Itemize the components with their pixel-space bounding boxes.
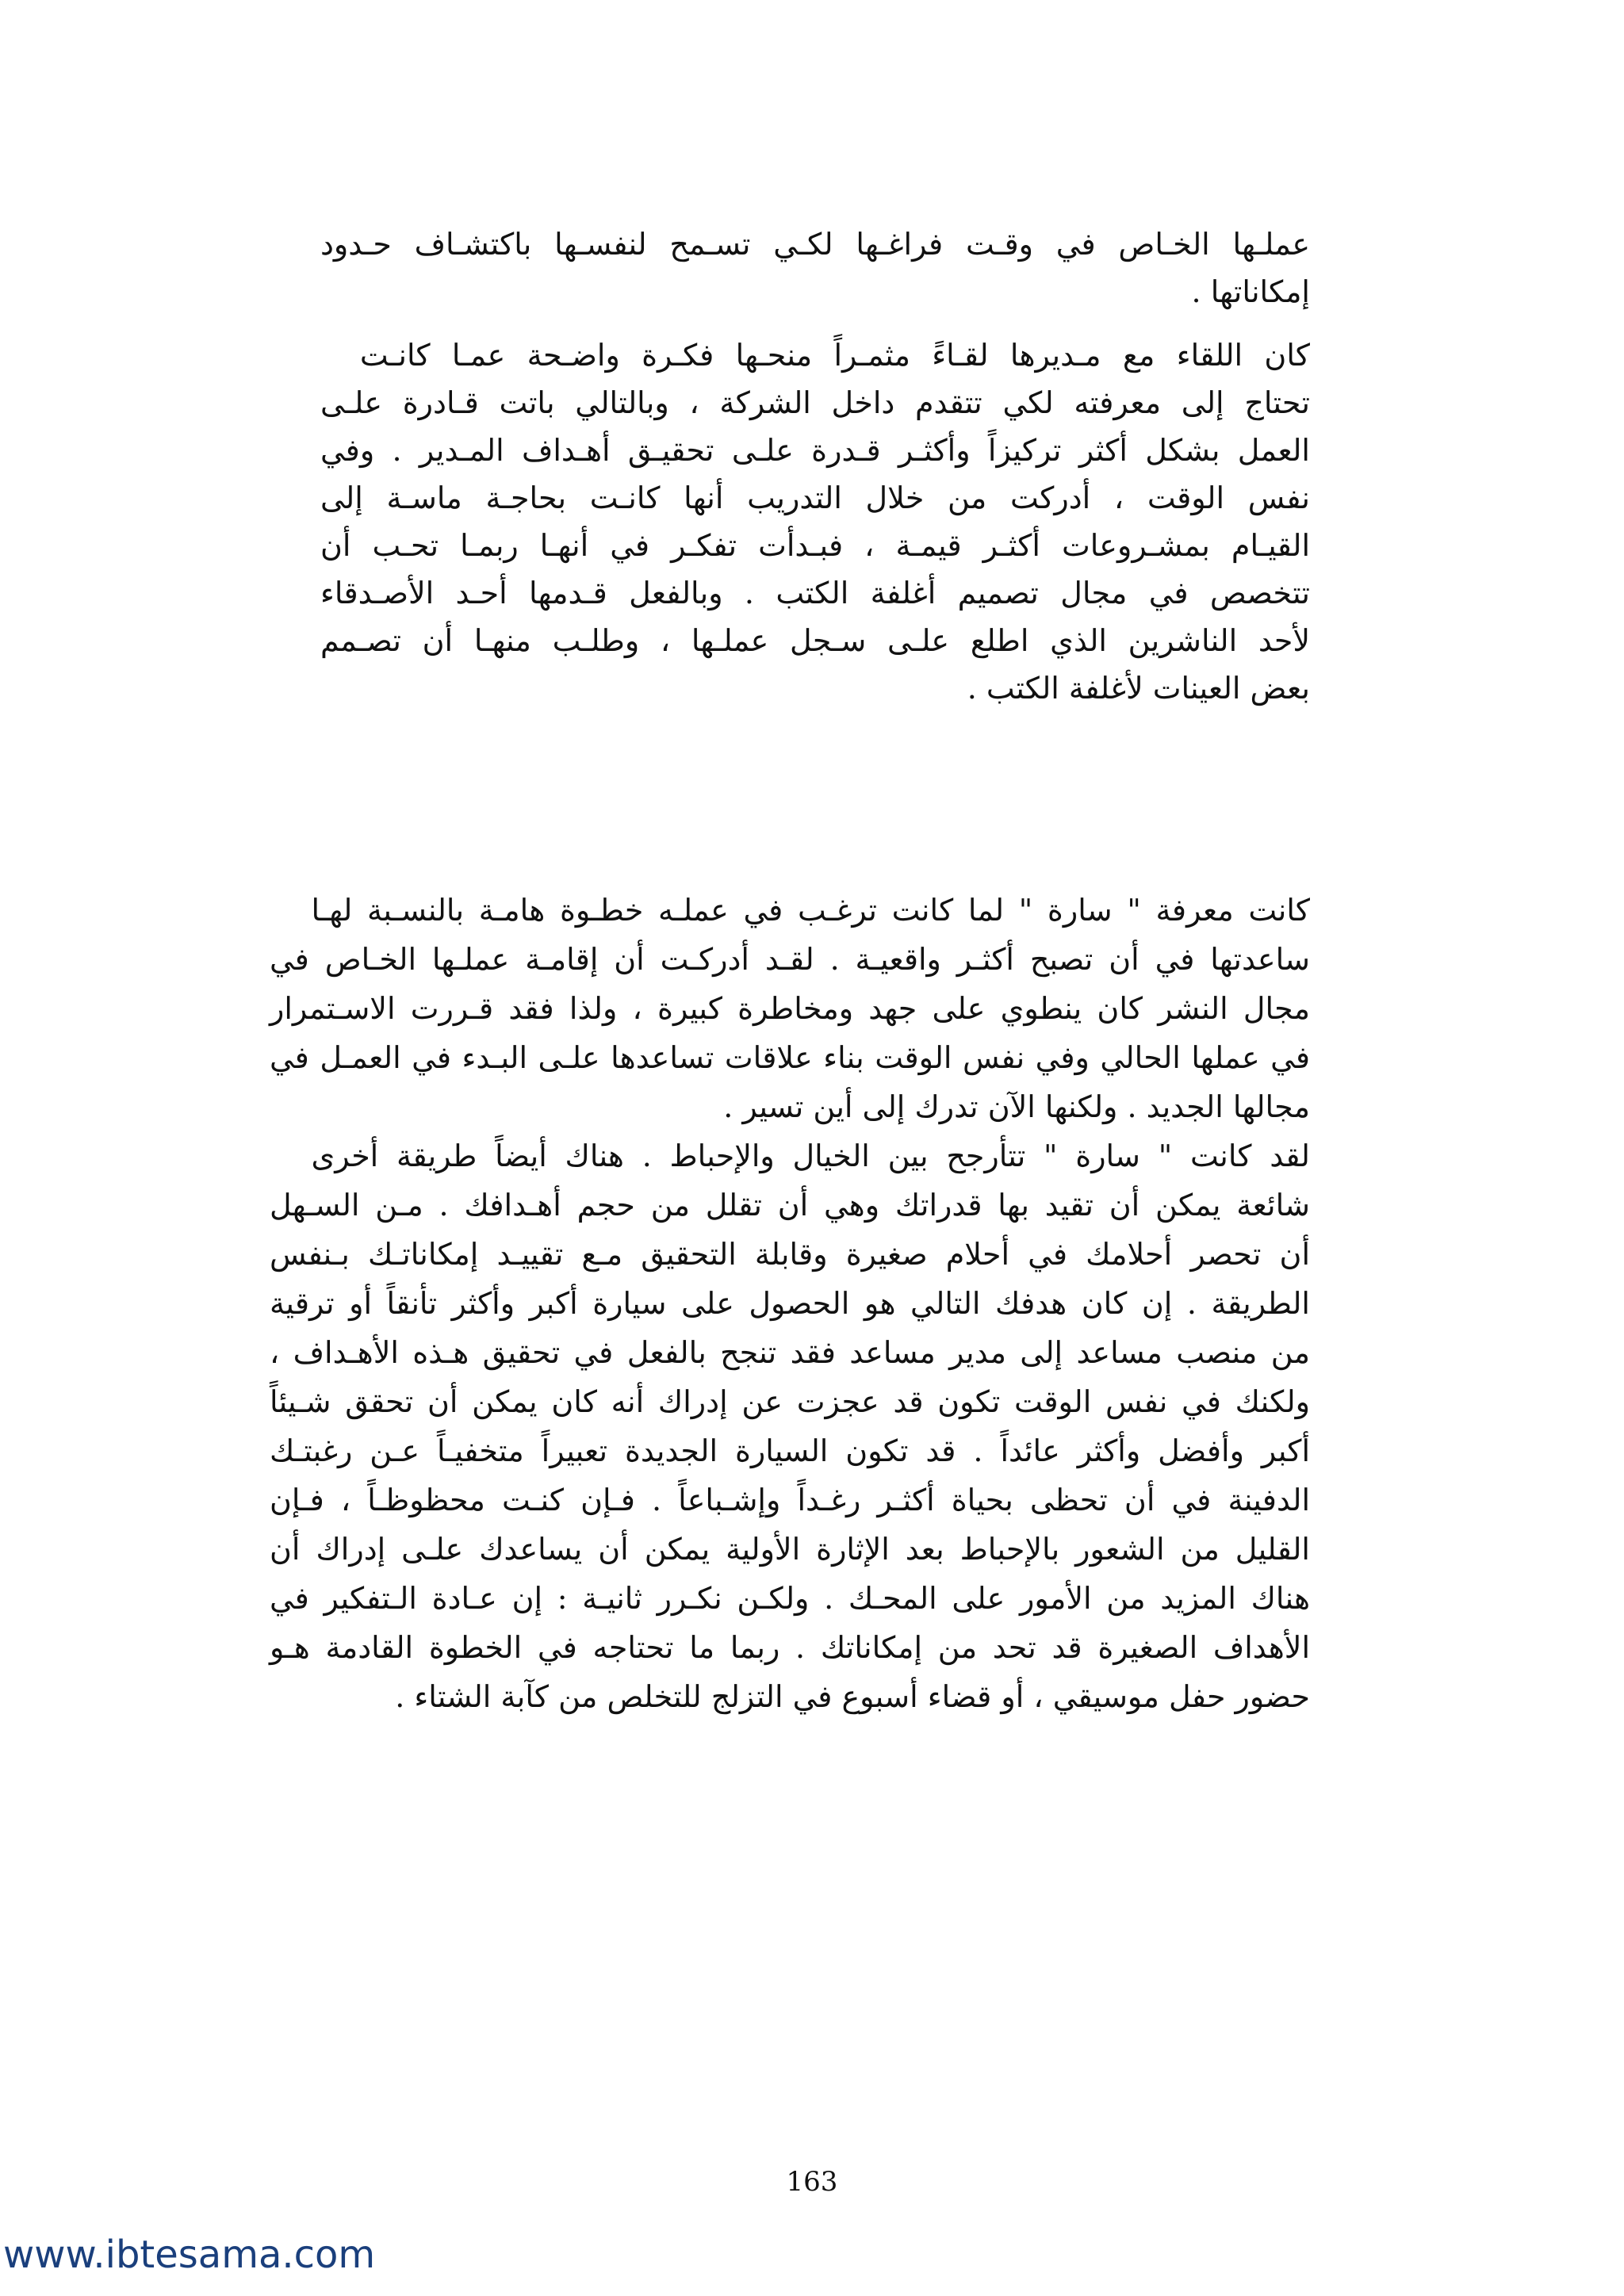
text-line: إمكاناتها . [1191, 274, 1310, 309]
text-line: مجالها الجديد . ولكنها الآن تدرك إلى أين تسير . [723, 1089, 1310, 1124]
text-line: هناك المزيد من الأمور على المحـك . ولكـن نكـرر ثانيـة : إن عـادة الـتفكير في [270, 1581, 1310, 1616]
text-line: الطريقة . إن كان هدفك التالي هو الحصول على سيارة أكبر وأكثر تأنقاً أو ترقية [270, 1286, 1310, 1321]
text-line: ساعدتها في أن تصبح أكثـر واقعيـة . لقـد أدركـت أن إقامـة عملـها الخـاص في [270, 942, 1310, 977]
text-line: أن تحصر أحلامك في أحلام صغيرة وقابلة التحقيق مـع تقييـد إمكاناتـك بـنفس [270, 1237, 1310, 1272]
text-line: تتخصص في مجال تصميم أغلفة الكتب . وبالفعل قـدمها أحـد الأصـدقاء [320, 576, 1310, 610]
text-line: عملـها الخـاص في وقـت فراغـها لكـي تسـمح لنفسـها باكتشـاف حـدود [320, 227, 1310, 262]
text-line: تحتاج إلى معرفته لكي تتقدم داخل الشركة ، وبالتالي باتت قـادرة علـى [320, 385, 1310, 420]
text-block-top [320, 220, 1310, 823]
text-line: في عملها الحالي وفي نفس الوقت بناء علاقات تساعدها علـى البـدء في العمـل في [270, 1040, 1310, 1075]
text-line: الأهداف الصغيرة قد تحد من إمكاناتك . ربما ما تحتاجه في الخطوة القادمة هـو [270, 1630, 1310, 1665]
page-number: 163 [786, 2166, 838, 2198]
text-line: القيـام بمشـروعات أكثـر قيمـة ، فبـدأت تفكـر في أنهـا ربمـا تحـب أن [320, 528, 1310, 563]
text-line: القليل من الشعور بالإحباط بعد الإثارة الأولية يمكن أن يساعدك علـى إدراك أن [270, 1532, 1310, 1567]
text-line: حضور حفل موسيقي ، أو قضاء أسبوع في التزلج للتخلص من كآبة الشتاء . [395, 1679, 1310, 1714]
text-line: مجال النشر كان ينطوي على جهد ومخاطرة كبيرة ، ولذا فقد قـررت الاسـتمرار [270, 991, 1310, 1026]
text-line: نفس الوقت ، أدركت من خلال التدريب أنها كانـت بحاجـة ماسـة إلى [320, 480, 1310, 515]
text-line: شائعة يمكن أن تقيد بها قدراتك وهي أن تقلل من حجم أهـدافك . مـن السـهل [270, 1188, 1310, 1223]
text-line: كان اللقاء مع مـديرها لقـاءً مثمـراً منحـها فكـرة واضـحة عمـا كانـت [359, 338, 1310, 373]
text-line: الدفينة في أن تحظى بحياة أكثـر رغـداً وإشـباعاً . فـإن كنـت محظوظـاً ، فـإن [270, 1483, 1310, 1517]
watermark-link[interactable]: www.ibtesama.com [3, 2233, 376, 2277]
text-line: ولكنك في نفس الوقت تكون قد عجزت عن إدراك أنه كان يمكن أن تحقق شـيئاً [270, 1384, 1310, 1419]
text-line: بعض العينات لأغلفة الكتب . [967, 671, 1310, 706]
text-line: لأحد الناشرين الذي اطلع علـى سـجل عملـها ، وطلـب منهـا أن تصـمم [320, 623, 1310, 658]
text-line: العمل بشكل أكثر تركيزاً وأكثـر قـدرة علـى تحقيـق أهـداف المـدير . وفي [320, 433, 1310, 468]
text-line: من منصب مساعد إلى مدير مساعد فقد تنجح بالفعل في تحقيق هـذه الأهـداف ، [270, 1335, 1310, 1370]
text-line: لقد كانت " سارة " تتأرجح بين الخيال والإحباط . هناك أيضاً طريقة أخرى [311, 1138, 1310, 1173]
text-block-bottom [270, 886, 1310, 2155]
text-line: أكبر وأفضل وأكثر عائداً . قد تكون السيارة الجديدة تعبيراً متخفيـاً عـن رغبتـك [270, 1433, 1310, 1468]
text-line: كانت معرفة " سارة " لما كانت ترغـب في عملـه خطـوة هامـة بالنسـبة لهـا [311, 893, 1310, 928]
